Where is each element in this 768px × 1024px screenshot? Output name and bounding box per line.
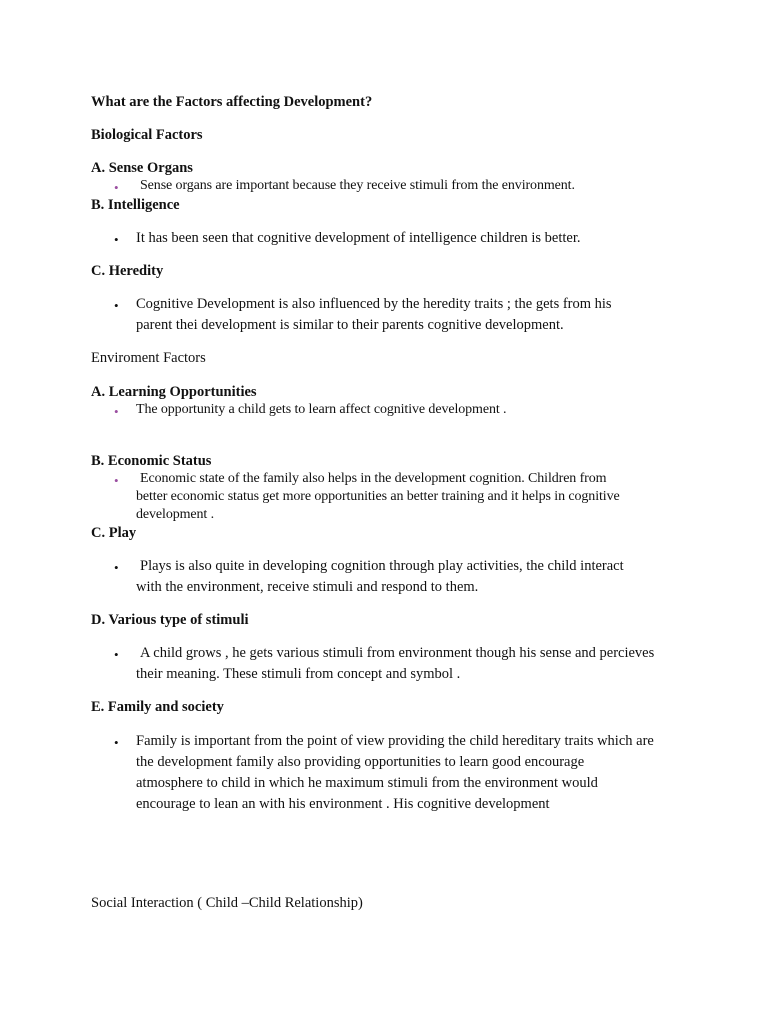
- bullet-icon: •: [114, 180, 119, 195]
- bullet-icon: •: [114, 473, 119, 488]
- section-heading-environment: Enviroment Factors: [91, 350, 206, 366]
- bullet-icon: •: [114, 735, 119, 750]
- text-line: better economic status get more opportunities an better training and it helps in cognitive: [136, 489, 620, 504]
- subheading-various-stimuli: D. Various type of stimuli: [91, 612, 249, 628]
- bullet-icon: •: [114, 404, 119, 419]
- text-line: with the environment, receive stimuli and respond to them.: [136, 579, 479, 595]
- text-line: parent thei development is similar to their parents cognitive development.: [136, 317, 564, 333]
- bullet-icon: •: [114, 560, 119, 575]
- bullet-icon: •: [114, 647, 119, 662]
- subheading-economic-status: B. Economic Status: [91, 453, 212, 469]
- section-heading-biological: Biological Factors: [91, 127, 203, 143]
- subheading-heredity: C. Heredity: [91, 263, 164, 279]
- text-line: A child grows , he gets various stimuli from environment though his sense and percieves: [140, 645, 655, 661]
- bullet-icon: •: [114, 298, 119, 313]
- subheading-family-society: E. Family and society: [91, 699, 224, 715]
- text-line: Plays is also quite in developing cognition through play activities, the child interact: [140, 558, 624, 574]
- text-line: atmosphere to child in which he maximum stimuli from the environment would: [136, 775, 598, 791]
- text-line: their meaning. These stimuli from concept and symbol .: [136, 666, 461, 682]
- text-line: Family is important from the point of view providing the child hereditary traits which are: [136, 733, 654, 749]
- page-title: What are the Factors affecting Development?: [91, 94, 373, 110]
- bullet-icon: •: [114, 232, 119, 247]
- text-line: The opportunity a child gets to learn affect cognitive development .: [136, 402, 507, 417]
- text-line: the development family also providing opportunities to learn good encourage: [136, 754, 585, 770]
- text-line: It has been seen that cognitive development of intelligence children is better.: [136, 230, 581, 246]
- text-line: development .: [136, 507, 215, 522]
- subheading-play: C. Play: [91, 525, 137, 541]
- subheading-intelligence: B. Intelligence: [91, 197, 180, 213]
- text-line: Sense organs are important because they receive stimuli from the environment.: [140, 178, 575, 193]
- text-line: Economic state of the family also helps in the development cognition. Children from: [140, 471, 607, 486]
- text-line: encourage to lean an with his environment . His cognitive development: [136, 796, 550, 812]
- subheading-sense-organs: A. Sense Organs: [91, 160, 193, 176]
- text-line: Cognitive Development is also influenced by the heredity traits ; the gets from his: [136, 296, 612, 312]
- section-heading-social-interaction: Social Interaction ( Child –Child Relationship): [91, 895, 363, 911]
- subheading-learning-opportunities: A. Learning Opportunities: [91, 384, 257, 400]
